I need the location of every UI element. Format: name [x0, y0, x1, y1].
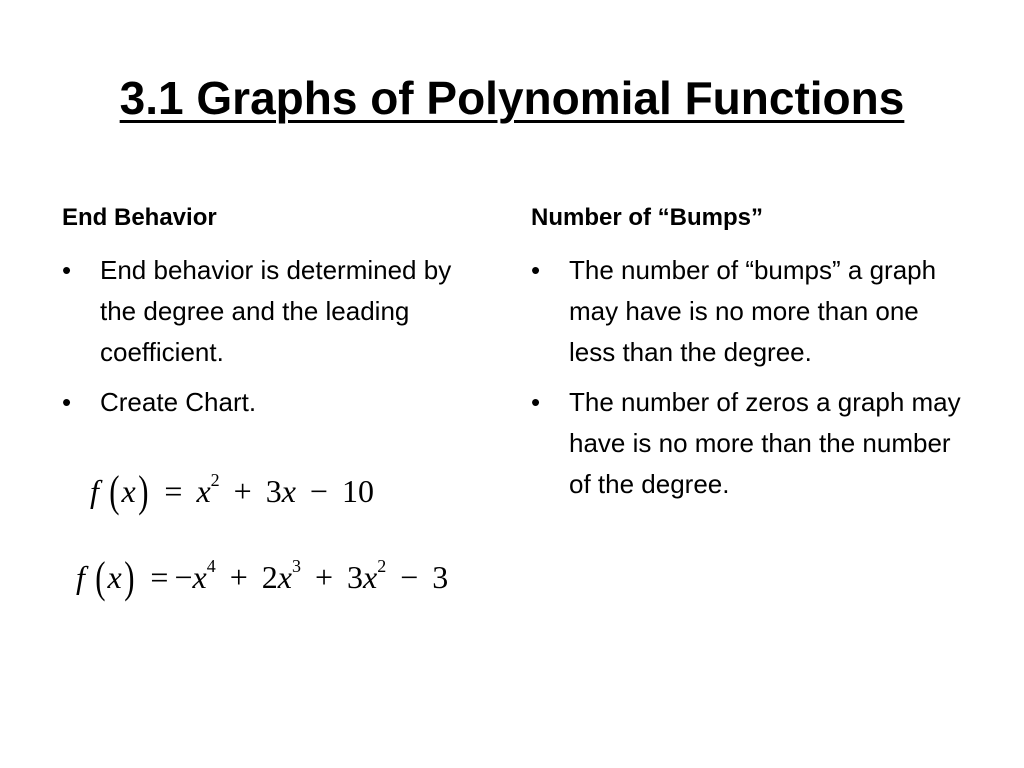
list-item	[62, 382, 492, 423]
bullet-text: Create Chart.	[100, 387, 257, 417]
list-item	[531, 250, 961, 373]
bumps-heading: Number of “Bumps”	[531, 204, 764, 231]
list-item	[531, 382, 961, 505]
end-behavior-heading: End Behavior	[62, 204, 217, 231]
bullet-icon: •	[531, 387, 541, 417]
slide-title: 3.1 Graphs of Polynomial Functions	[119, 72, 905, 124]
bullet-icon: •	[531, 255, 541, 285]
bumps-list	[531, 250, 961, 505]
bumps-section	[531, 200, 961, 514]
equation-quadratic: f $(x) = x^2 + 3x - 10$	[90, 467, 374, 516]
bullet-text: End behavior is determined by the degree and the leading coefficient.	[100, 255, 452, 367]
bullet-icon: •	[62, 255, 72, 285]
equation-quartic: f $(x) = -x^4 + 2x^3 + 3x^2 - 3$	[76, 553, 449, 602]
bullet-text: The number of “bumps” a graph may have is no more than one less than the degree.	[569, 255, 937, 367]
bullet-icon: •	[62, 387, 72, 417]
bullet-text: The number of zeros a graph may have is no more than the number of the degree.	[569, 387, 961, 499]
list-item	[62, 250, 492, 373]
end-behavior-list	[62, 250, 492, 423]
end-behavior-section	[62, 200, 492, 432]
